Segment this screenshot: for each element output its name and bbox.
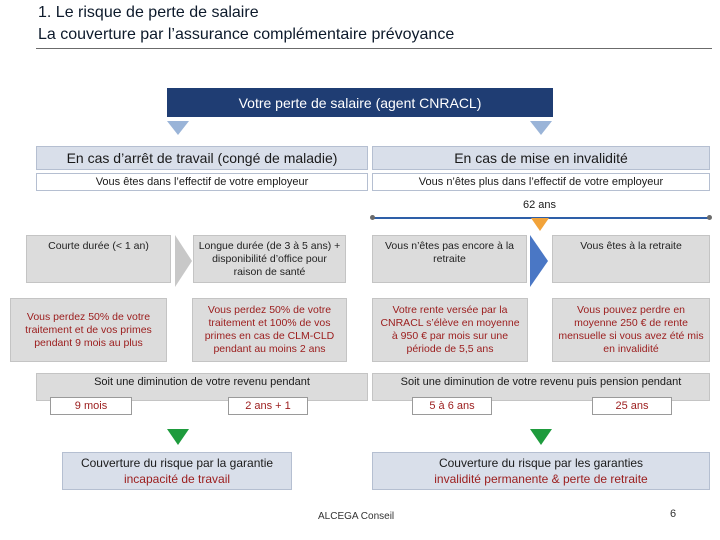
right-col1-head: Vous n’êtes pas encore à la retraite <box>372 235 527 283</box>
left-col1-head: Courte durée (< 1 an) <box>26 235 171 283</box>
left-section-subtitle: Vous êtes dans l’effectif de votre employeur <box>36 173 368 191</box>
left-duration-1: 9 mois <box>50 397 132 415</box>
right-section-subtitle: Vous n’êtes plus dans l’effectif de votre employeur <box>372 173 710 191</box>
left-coverage-line1: Couverture du risque par la garantie <box>80 456 274 470</box>
right-duration-1: 5 à 6 ans <box>412 397 492 415</box>
right-col2-loss-text: Vous pouvez perdre en moyenne 250 € de rente mensuelle si vous avez été mis en invalidité <box>558 304 704 355</box>
right-coverage-box <box>372 452 710 490</box>
slide-subtitle: La couverture par l’assurance complémentaire prévoyance <box>38 26 455 43</box>
footer-company: ALCEGA Conseil <box>318 511 395 522</box>
left-col2-loss-text: Vous perdez 50% de votre traitement et 100% de vos primes en cas de CLM-CLD pendant au moins 2 ans <box>204 304 335 355</box>
left-col2-loss <box>192 298 347 362</box>
arrow-right-left-icon <box>175 235 192 287</box>
title-divider <box>36 48 712 49</box>
age-marker-icon <box>531 218 549 231</box>
left-col1-loss-text: Vous perdez 50% de votre traitement et de vos primes pendant 9 mois au plus <box>25 310 152 349</box>
right-coverage-line2: invalidité permanente & perte de retraite <box>434 472 648 486</box>
right-reduction-bar: Soit une diminution de votre revenu puis pension pendant <box>372 373 710 401</box>
age-62-label: 62 ans <box>523 199 557 211</box>
right-col2-head: Vous êtes à la retraite <box>552 235 710 283</box>
left-reduction-bar: Soit une diminution de votre revenu pendant <box>36 373 368 401</box>
left-section-title: En cas d’arrêt de travail (congé de maladie) <box>36 146 368 170</box>
green-down-arrow-left-icon <box>167 429 189 445</box>
main-banner: Votre perte de salaire (agent CNRACL) <box>167 88 553 117</box>
page-number: 6 <box>670 508 677 520</box>
right-duration-2: 25 ans <box>592 397 672 415</box>
timeline-start-dot <box>370 215 375 220</box>
green-down-arrow-right-icon <box>530 429 552 445</box>
slide-title: 1. Le risque de perte de salaire <box>38 4 259 21</box>
left-col1-loss <box>10 298 167 362</box>
left-col2-head: Longue durée (de 3 à 5 ans) + disponibilité d’office pour raison de santé <box>193 235 346 283</box>
down-arrow-right-icon <box>530 121 552 135</box>
left-coverage-box <box>62 452 292 490</box>
left-duration-2: 2 ans + 1 <box>228 397 308 415</box>
timeline-end-dot <box>707 215 712 220</box>
right-coverage-line1: Couverture du risque par les garanties <box>438 456 644 470</box>
right-col2-loss <box>552 298 710 362</box>
arrow-right-blue-icon <box>530 235 548 287</box>
left-coverage-line2: incapacité de travail <box>123 472 231 486</box>
right-col1-loss <box>372 298 528 362</box>
right-section-title: En cas de mise en invalidité <box>372 146 710 170</box>
right-col1-loss-text: Votre rente versée par la CNRACL s’élève en moyenne à 950 € par mois sur une période de 5,5 ans <box>380 304 520 355</box>
down-arrow-left-icon <box>167 121 189 135</box>
